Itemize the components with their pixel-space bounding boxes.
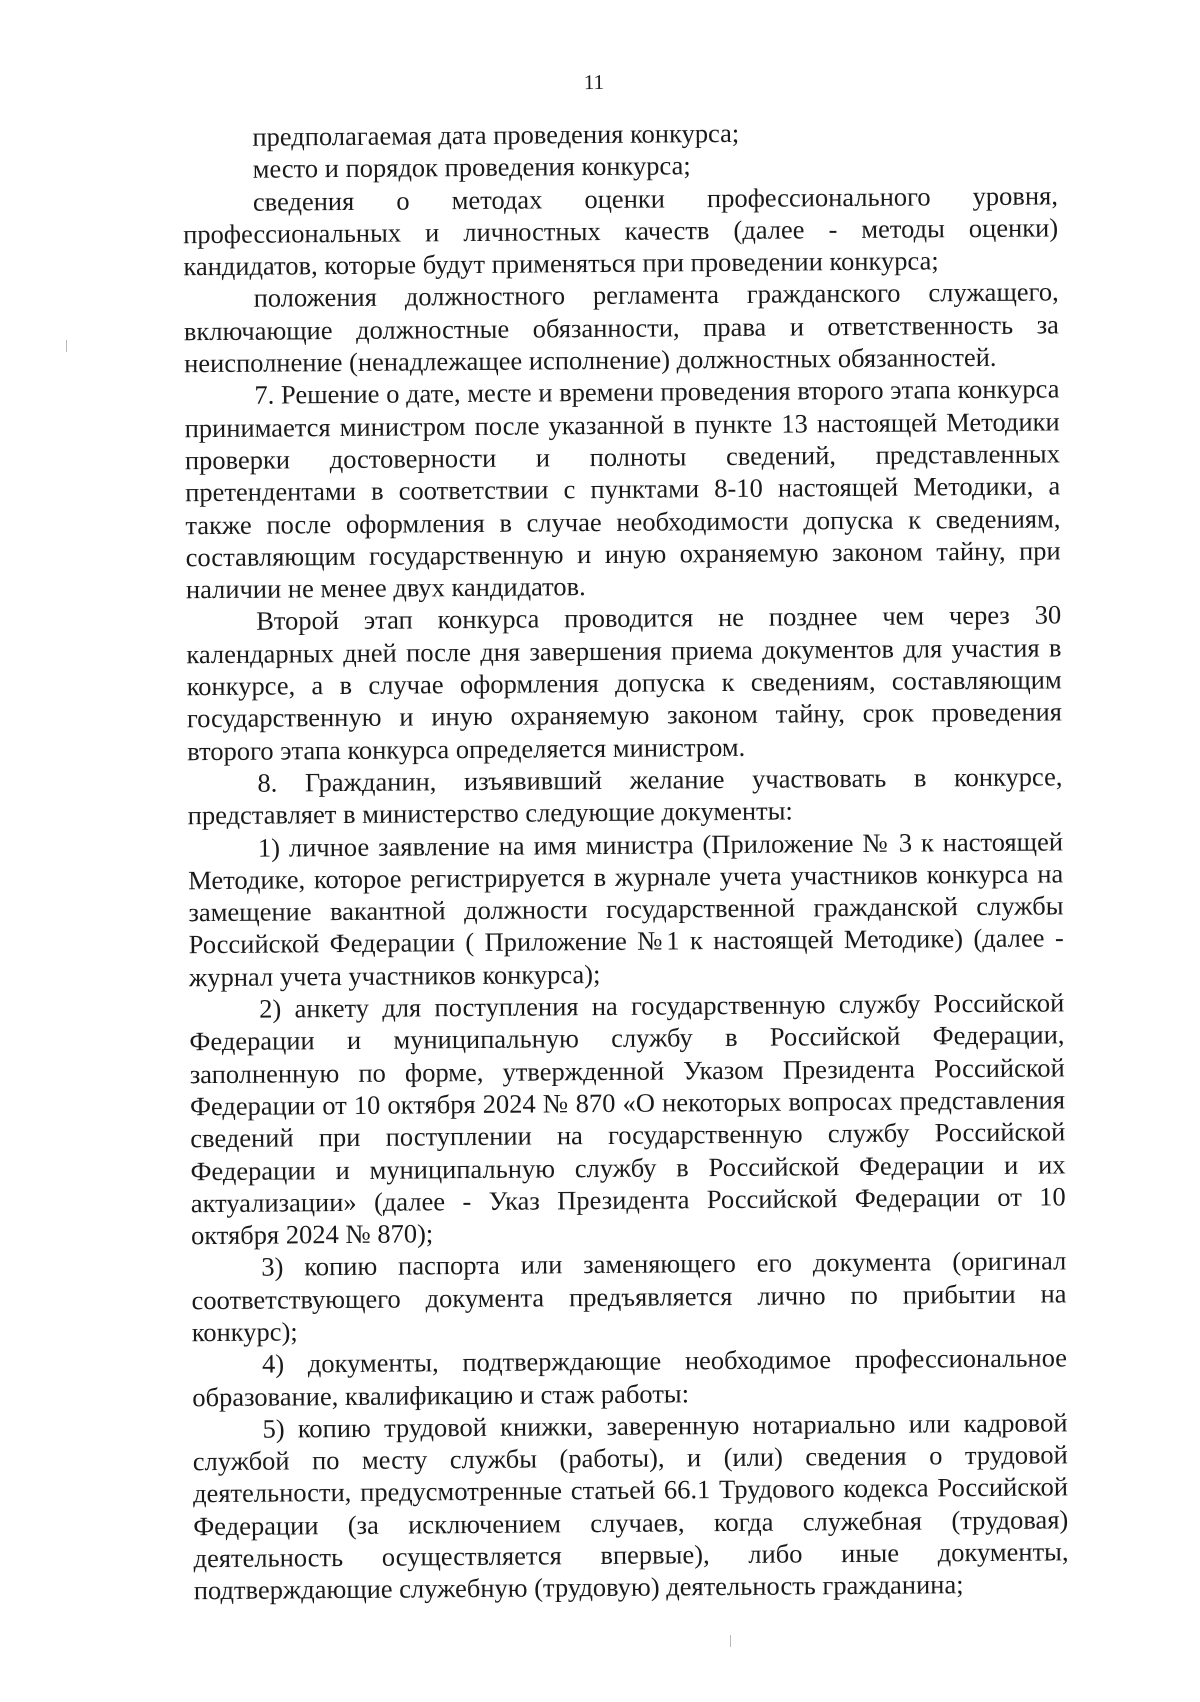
paragraph: 3) копию паспорта или заменяющего его документа (оригинал соответствующего документа предъявляется лично по прибытии на конкурс); <box>191 1245 1067 1348</box>
paragraph: Второй этап конкурса проводится не позднее чем через 30 календарных дней после дня завершения приема документов для участия в конкурсе, а в случае оформления допуска к сведениям, составляющим государственную и иную охраняемую законом тайну, срок проведения второго этапа конкурса определяется министром. <box>186 599 1063 766</box>
scan-artifact-mark <box>66 340 67 352</box>
scan-artifact-mark <box>730 1635 731 1647</box>
paragraph: 1) личное заявление на имя министра (Приложение № 3 к настоящей Методике, которое регистрируется в журнале учета участников конкурса на замещение вакантной должности государственной гражданской службы Российской Федерации ( Приложение №1 к настоящей Методике) (далее - журнал учета участников конкурса); <box>188 825 1064 992</box>
paragraph: сведения о методах оценки профессионального уровня, профессиональных и личностных качеств (далее - методы оценки) кандидатов, которые будут применяться при проведении конкурса; <box>183 179 1059 282</box>
paragraph: 2) анкету для поступления на государственную службу Российской Федерации и муниципальную службу в Российской Федерации, заполненную по форме, утвержденной Указом Президента Российской Федерации от 10 октября 2024 № 870 «О некоторых вопросах представления сведений при поступлении на государственную службу Российской Федерации и муниципальную службу в Российской Федерации и их актуализации» (далее - Указ Президента Российской Федерации от 10 октября 2024 № 870); <box>189 987 1066 1251</box>
paragraph: 7. Решение о дате, месте и времени проведения второго этапа конкурса принимается министром после указанной в пункте 13 настоящей Методики проверки достоверности и полноты сведений, представленных претендентами в соответствии с пунктами 8-10 настоящей Методики, а также после оформления в случае необходимости допуска к сведениям, составляющим государственную и иную охраняемую законом тайну, при наличии не менее двух кандидатов. <box>184 373 1061 605</box>
page-number: 11 <box>583 69 605 95</box>
paragraph: положения должностного регламента гражданского служащего, включающие должностные обязанности, права и ответственность за неисполнение (ненадлежащее исполнение) должностных обязанностей. <box>183 276 1060 379</box>
paragraph: место и порядок проведения конкурса; <box>252 150 691 185</box>
paragraph: 8. Гражданин, изъявивший желание участвовать в конкурсе, представляет в министерство следующие документы: <box>187 761 1063 831</box>
paragraph: 5) копию трудовой книжки, заверенную нотариально или кадровой службой по месту службы (работы), и (или) сведения о трудовой деятельности, предусмотренные статьей 66.1 Трудового кодекса Российской Федерации (за исключением случаев, когда служебная (трудовая) деятельность осуществляется впервые), либо иные документы, подтверждающие служебную (трудовую) деятельность гражданина; <box>192 1407 1069 1606</box>
paragraph: предполагаемая дата проведения конкурса; <box>252 117 740 152</box>
document-body <box>182 114 1069 1606</box>
paragraph: 4) документы, подтверждающие необходимое профессиональное образование, квалификацию и стаж работы: <box>192 1342 1068 1412</box>
